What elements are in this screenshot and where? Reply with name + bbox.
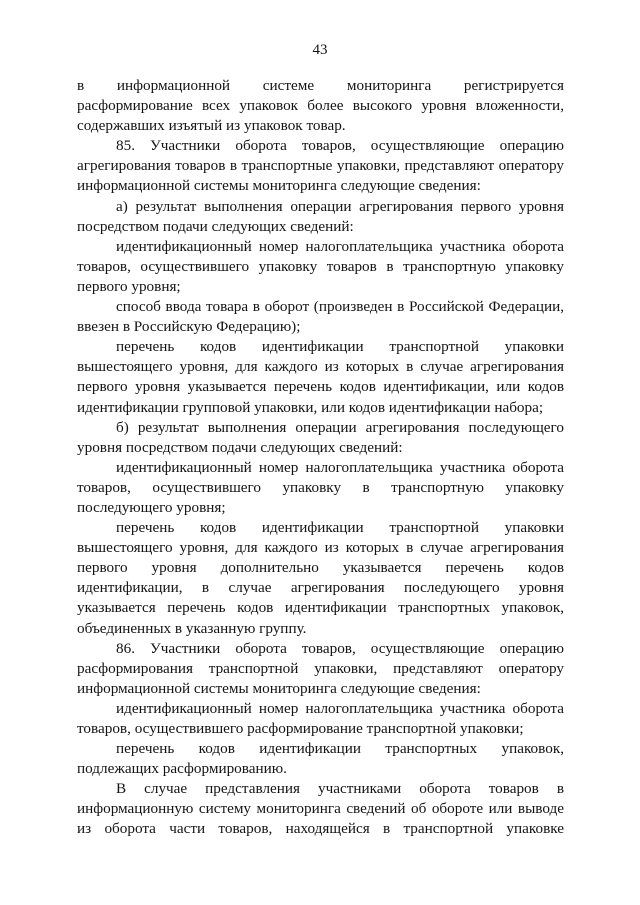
- paragraph-entry-method: способ ввода товара в оборот (произведен в Российской Федерации, ввезен в Российскую Федерацию);: [77, 298, 564, 336]
- paragraph-taxpayer-id-disaggregation: идентификационный номер налогоплательщика участника оборота товаров, осуществившего расформирование транспортной упаковки;: [77, 699, 564, 737]
- document-body: [77, 76, 564, 840]
- paragraph-clause-85: 85. Участники оборота товаров, осуществляющие операцию агрегирования товаров в транспортные упаковки, представляют оператору информационной системы мониторинга следующие сведения:: [77, 137, 564, 195]
- paragraph-subclause-b: б) результат выполнения операции агрегирования последующего уровня посредством подачи следующих сведений:: [77, 418, 564, 456]
- paragraph-taxpayer-id-next-level: идентификационный номер налогоплательщика участника оборота товаров, осуществившего упаковку в транспортную упаковку последующего уровня;: [77, 458, 564, 516]
- paragraph-continuation: в информационной системе мониторинга регистрируется расформирование всех упаковок более высокого уровня вложенности, содержавших изъятый из упаковок товар.: [77, 77, 564, 135]
- page-number: 43: [312, 42, 328, 58]
- paragraph-taxpayer-id-first-level: идентификационный номер налогоплательщика участника оборота товаров, осуществившего упаковку товаров в транспортную упаковку первого уровня;: [77, 237, 564, 295]
- paragraph-subclause-a: а) результат выполнения операции агрегирования первого уровня посредством подачи следующих сведений:: [77, 197, 564, 235]
- paragraph-code-list-next-level: перечень кодов идентификации транспортной упаковки вышестоящего уровня, для каждого из которых в случае агрегирования первого уровня дополнительно указывается перечень кодов идентификации, в случае агрегирования последующего уровня указывается перечень кодов идентификации транспортных упаковок, объединенных в указанную группу.: [77, 519, 564, 637]
- paragraph-partial-turnover: В случае представления участниками оборота товаров в информационную систему мониторинга сведений об обороте или выводе из оборота части товаров, находящейся в транспортной упаковке: [77, 780, 564, 838]
- paragraph-code-list-first-level: перечень кодов идентификации транспортной упаковки вышестоящего уровня, для каждого из которых в случае агрегирования первого уровня указывается перечень кодов идентификации, или кодов идентификации групповой упаковки, или кодов идентификации набора;: [77, 338, 564, 416]
- paragraph-code-list-disaggregation: перечень кодов идентификации транспортных упаковок, подлежащих расформированию.: [77, 740, 564, 778]
- paragraph-clause-86: 86. Участники оборота товаров, осуществляющие операцию расформирования транспортной упаковки, представляют оператору информационной системы мониторинга следующие сведения:: [77, 639, 564, 697]
